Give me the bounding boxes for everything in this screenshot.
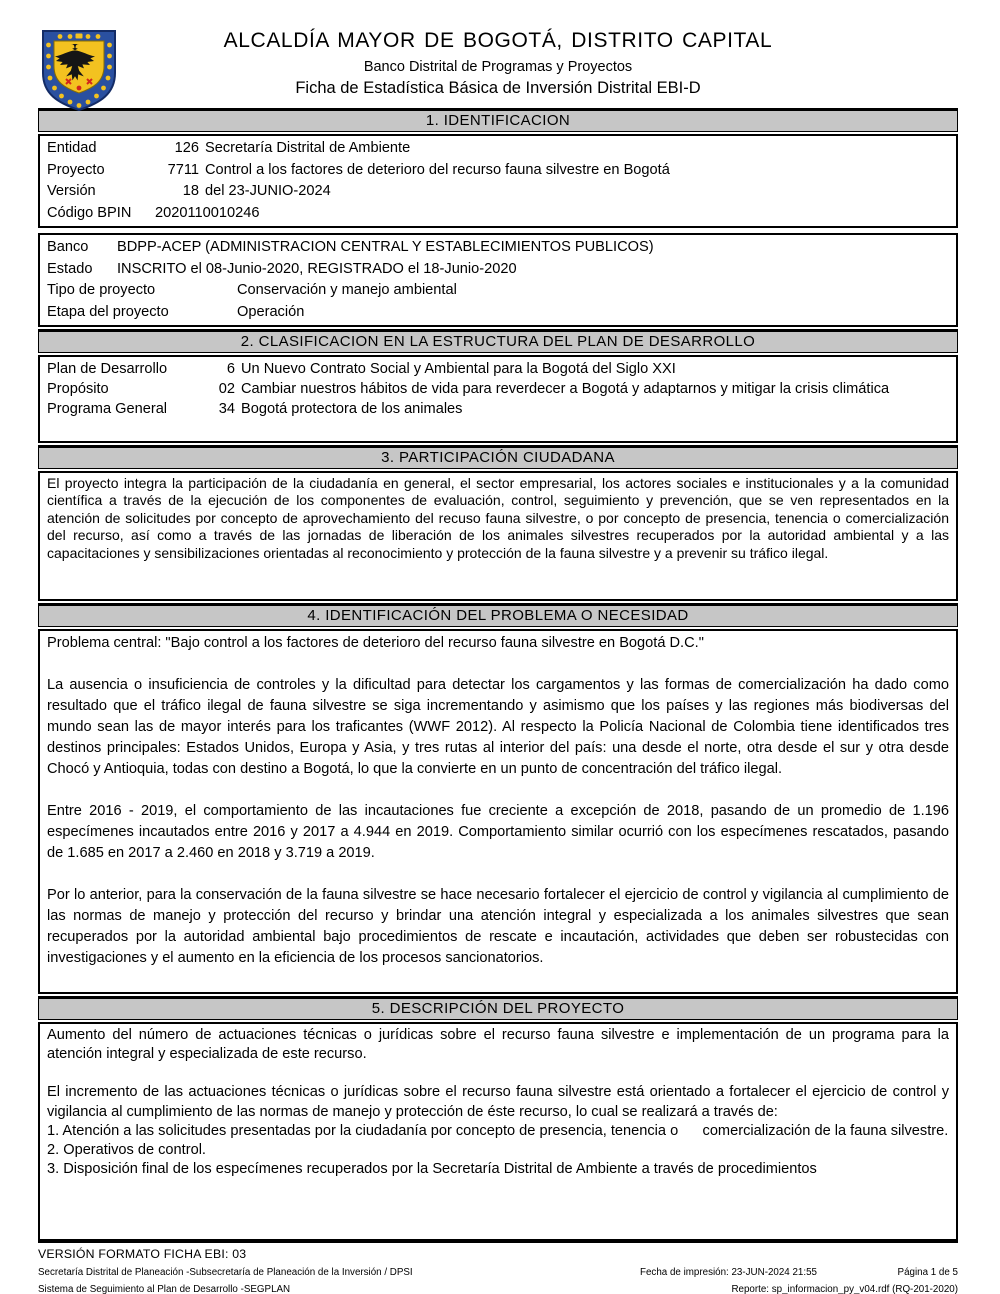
footer-entity-line: Secretaría Distrital de Planeación -Subsecretaría de Planeación de la Inversión / DPSI (38, 1267, 413, 1278)
field-row-programa-general (47, 399, 949, 419)
field-row-entidad (47, 138, 949, 160)
citizen-participation-box (38, 471, 958, 601)
field-value: Operación (237, 303, 305, 320)
footer-divider (38, 1241, 958, 1243)
field-code: 126 (174, 140, 199, 156)
field-row-codigo-bpin (47, 203, 949, 225)
bank-status-box (38, 233, 958, 327)
description-list-item: 1. Atención a las solicitudes presentadas por la ciudadanía por concepto de presencia, tenencia o comercialización de la fauna silvestre. (47, 1122, 949, 1139)
field-row-proyecto (47, 160, 949, 182)
field-value: Un Nuevo Contrato Social y Ambiental para la Bogotá del Siglo XXI (241, 361, 676, 377)
description-list-item: 2. Operativos de control. (47, 1142, 206, 1159)
section-4-header: 4. IDENTIFICACIÓN DEL PROBLEMA O NECESIDAD (38, 603, 958, 627)
field-value: del 23-JUNIO-2024 (205, 183, 331, 199)
field-value: INSCRITO el 08-Junio-2020, REGISTRADO el 18-Junio-2020 (117, 260, 517, 277)
field-value: 2020110010246 (155, 204, 260, 221)
format-version-label: VERSIÓN FORMATO FICHA EBI: 03 (38, 1247, 247, 1261)
field-row-proposito (47, 379, 949, 399)
field-label: Plan de Desarrollo (47, 361, 168, 377)
plan-classification-box (38, 355, 958, 443)
identification-box (38, 134, 958, 228)
footer-system-line: Sistema de Seguimiento al Plan de Desarrollo -SEGPLAN (38, 1284, 291, 1294)
field-label: Programa General (47, 401, 168, 417)
field-code: 02 (218, 381, 235, 397)
problem-paragraph: Entre 2016 - 2019, el comportamiento de las incautaciones fue creciente a excepción de 2018, pasando de un promedio de 1.196 especímenes incautados entre 2016 y 2017 a 4.944 en 2019. Comportamiento similar ocurrió con los especímenes rescatados, pasando de 1.685 en 2017 a 2.460 en 2018 y 3.719 a 2019. (47, 803, 949, 861)
report-file-label: Reporte: sp_informacion_py_v04.rdf (RQ-201-2020) (731, 1284, 958, 1294)
document-title: ALCALDÍA MAYOR DE BOGOTÁ, DISTRITO CAPITAL (223, 29, 773, 52)
field-row-tipo-proyecto (47, 280, 949, 302)
title-block (38, 26, 958, 98)
field-code: 18 (182, 183, 199, 199)
field-row-banco (47, 237, 949, 259)
document-subtitle: Banco Distrital de Programas y Proyectos (363, 59, 633, 75)
problem-paragraph: La ausencia o insuficiencia de controles y la dificultad para detectar los cargamentos y las formas de comercialización ha dado como resultado que el tráfico ilegal de fauna silvestre se siga incrementando y asimismo que los países y las regiones más biodiversas del mundo sean las de mayor interés para los traficantes (WWF 2012). Al respecto la Policía Nacional de Colombia tiene identificados tres destinos principales: Estados Unidos, Europa y Asia, y tres rutas al interior del país: una desde el norte, otra desde el sur y otra desde Chocó y Antioquia, todas con destino a Bogotá, lo que la convierte en un punto de concentración del tráfico ilegal. (47, 677, 949, 777)
page-footer (38, 1241, 958, 1294)
field-label: Entidad (47, 140, 97, 156)
field-row-estado (47, 259, 949, 281)
section-3-header: 3. PARTICIPACIÓN CIUDADANA (38, 445, 958, 469)
field-value: BDPP-ACEP (ADMINISTRACION CENTRAL Y ESTABLECIMIENTOS PUBLICOS) (117, 239, 654, 255)
description-list (47, 1122, 949, 1180)
description-list-item: 3. Disposición final de los especímenes recuperados por la Secretaría Distrital de Ambiente a través de procedimientos (47, 1161, 817, 1178)
participation-paragraph: El proyecto integra la participación de la ciudadanía en general, el sector empresarial, los actores sociales e institucionales y a la comunidad científica a través de la ejecución de los componentes de evaluación, control, seguimiento y prevención, que se ven representados en la atención de solicitudes por concepto de aprovechamiento del recuso fauna silvestre, o por concepto de presencia, tenencia o comercialización del recurso, así como a través de las jornadas de liberación de los animales silvestres recuperados por la autoridad ambiental y a las capacitaciones y sensibilizaciones orientadas al reconocimiento y protección de la fauna silvestre y a prevenir su tráfico ilegal. (47, 475, 949, 561)
field-label: Tipo de proyecto (47, 282, 156, 298)
footer-right-block (640, 1267, 958, 1294)
field-value: Conservación y manejo ambiental (237, 282, 457, 298)
field-label: Etapa del proyecto (47, 303, 169, 320)
description-paragraph: El incremento de las actuaciones técnicas o jurídicas sobre el recurso fauna silvestre está orientado a fortalecer el ejercicio de control y vigilancia al cumplimiento de las normas de manejo y protección de éste recurso, lo cual se realizará a través de: (47, 1084, 949, 1120)
problem-paragraph: Por lo anterior, para la conservación de la fauna silvestre se hace necesario fortalecer el ejercicio de control y vigilancia al cumplimiento de las normas de manejo y protección del recurso y brindar una atención integral y especializada a los animales silvestres que sean recuperados por la autoridad ambiental bajo procedimientos de rescate e incautación, actividades que deben ser robustecidas con investigaciones y el aumento en la eficiencia de los procesos sancionatorios. (47, 887, 949, 966)
bogota-coat-of-arms-icon (40, 28, 118, 112)
field-value: Cambiar nuestros hábitos de vida para reverdecer a Bogotá y adaptarnos y mitigar la crisis climática (241, 381, 890, 397)
field-code: 34 (218, 401, 235, 417)
field-row-plan-desarrollo (47, 359, 949, 379)
description-paragraph: Aumento del número de actuaciones técnicas o jurídicas sobre el recurso fauna silvestre e implementación de un programa para la atención integral y especializada de este recurso. (47, 1027, 949, 1063)
field-label: Versión (47, 183, 96, 199)
page-number-label: Página 1 de 5 (897, 1267, 958, 1278)
footer-left-block (38, 1267, 413, 1294)
field-value: Secretaría Distrital de Ambiente (205, 140, 411, 156)
field-label: Código BPIN (47, 204, 132, 221)
field-value: Control a los factores de deterioro del recurso fauna silvestre en Bogotá (205, 161, 670, 178)
document-form-name: Ficha de Estadística Básica de Inversión Distrital EBI-D (295, 79, 701, 97)
field-value: Bogotá protectora de los animales (241, 401, 463, 417)
field-label: Propósito (47, 381, 109, 397)
print-date-label: Fecha de impresión: 23-JUN-2024 21:55 (640, 1267, 817, 1278)
field-label: Proyecto (47, 161, 105, 178)
field-code: 7711 (167, 161, 199, 178)
field-label: Banco (47, 239, 89, 255)
section-2-header: 2. CLASIFICACION EN LA ESTRUCTURA DEL PLAN DE DESARROLLO (38, 329, 958, 353)
field-label: Estado (47, 260, 93, 277)
project-description-box (38, 1022, 958, 1241)
field-row-etapa-proyecto (47, 302, 949, 324)
problem-identification-box (38, 629, 958, 994)
field-row-version (47, 181, 949, 203)
problem-paragraph: Problema central: "Bajo control a los factores de deterioro del recurso fauna silvestre en Bogotá D.C." (47, 635, 704, 651)
document-header (38, 26, 958, 106)
field-code: 6 (226, 361, 235, 377)
section-1-header: 1. IDENTIFICACION (38, 108, 958, 132)
section-5-header: 5. DESCRIPCIÓN DEL PROYECTO (38, 996, 958, 1020)
